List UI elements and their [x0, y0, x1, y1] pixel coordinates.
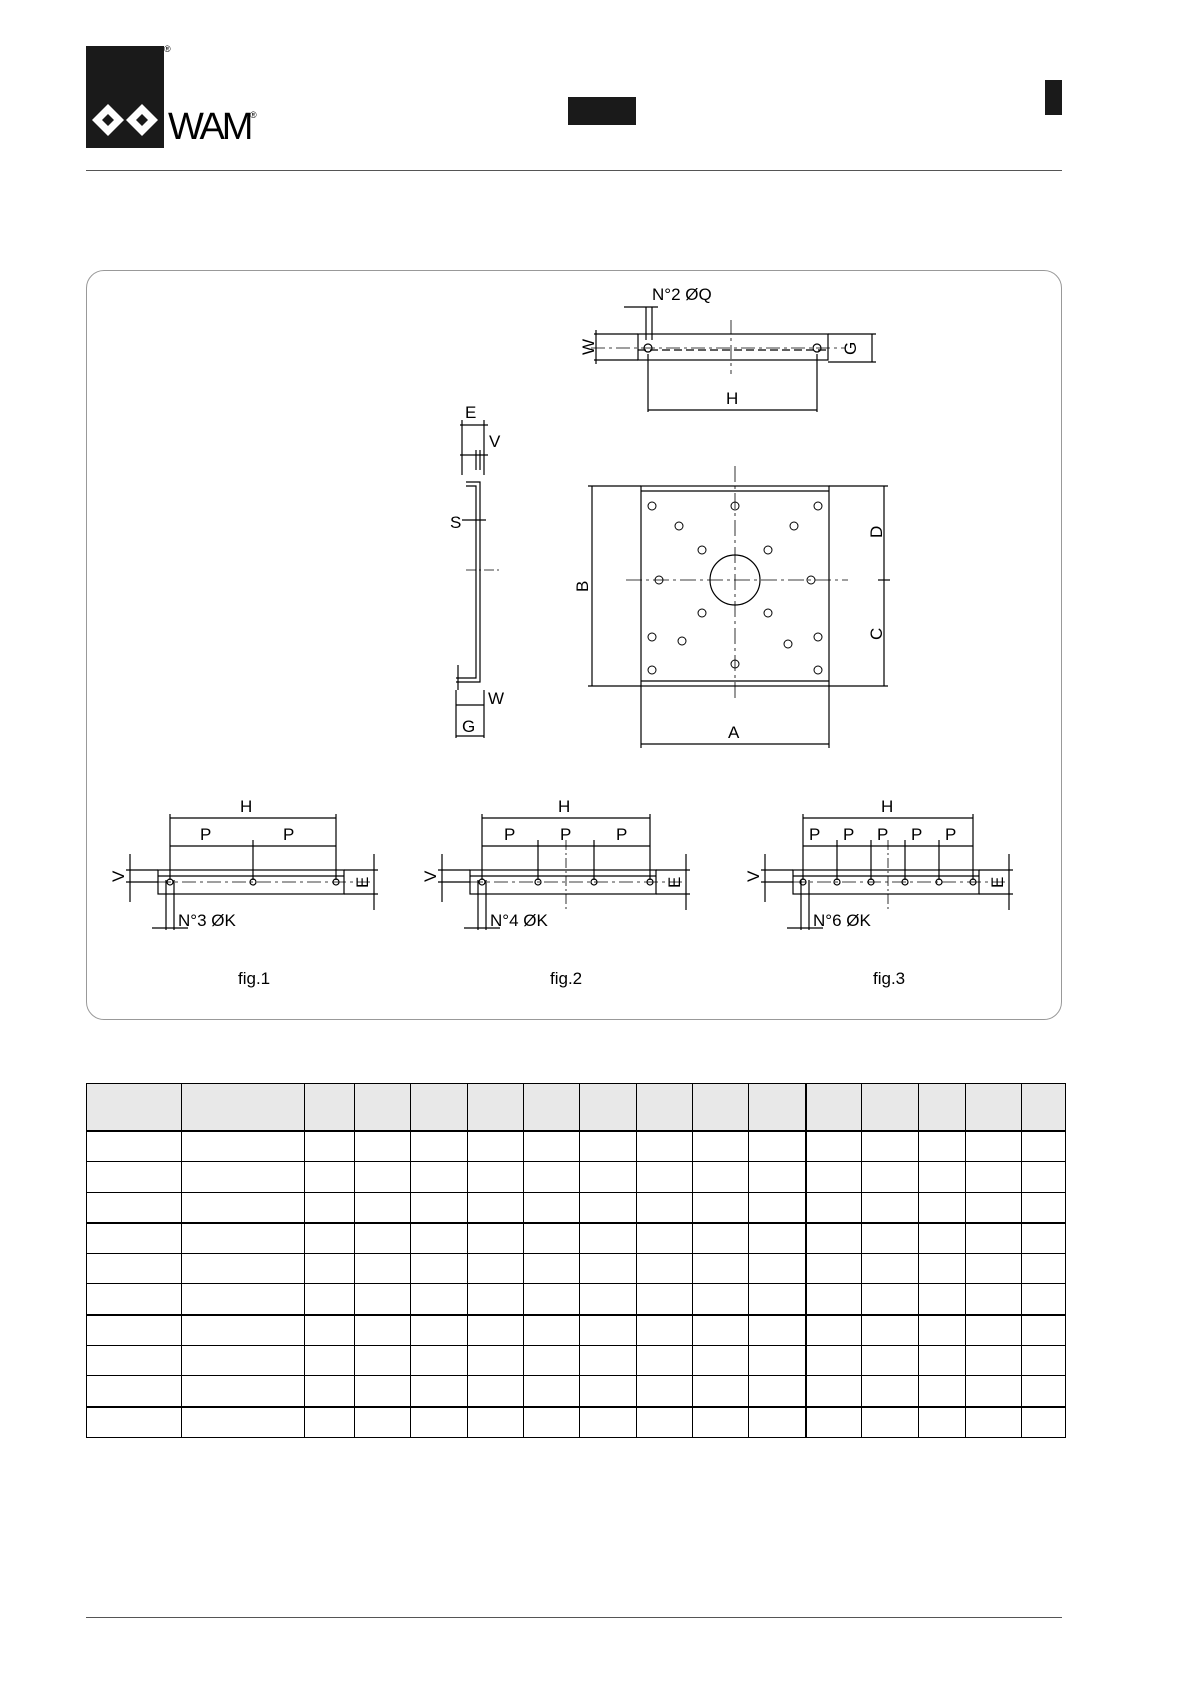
header-rule [86, 170, 1062, 171]
table-cell [965, 1284, 1021, 1315]
table-row [87, 1223, 1066, 1254]
table-header-cell [355, 1084, 411, 1132]
table-cell [467, 1407, 523, 1438]
table-header-cell [523, 1084, 579, 1132]
table-cell [693, 1376, 749, 1407]
table-cell [862, 1407, 918, 1438]
table-cell [918, 1223, 965, 1254]
top-view-hole-label: N°2 ØQ [652, 285, 712, 304]
table-cell [862, 1315, 918, 1346]
table-cell [1021, 1223, 1065, 1254]
table-cell [355, 1346, 411, 1376]
dim-label-c: C [867, 627, 886, 640]
table-cell [579, 1346, 636, 1376]
table-cell [749, 1192, 806, 1223]
table-cell [411, 1407, 467, 1438]
fig2-caption: fig.2 [550, 969, 583, 988]
table-header-cell [181, 1084, 304, 1132]
table-cell [965, 1192, 1021, 1223]
table-header-cell [304, 1084, 355, 1132]
table-cell [181, 1223, 304, 1254]
fig1-dim-v: V [109, 870, 128, 882]
table-header-cell [467, 1084, 523, 1132]
table-cell [1021, 1192, 1065, 1223]
table-cell [87, 1376, 182, 1407]
table-cell [523, 1407, 579, 1438]
table-cell [749, 1162, 806, 1192]
page-marker-block [1045, 80, 1062, 115]
dim-label-w-top: W [579, 338, 598, 355]
table-cell [523, 1223, 579, 1254]
table-cell [411, 1254, 467, 1284]
table-cell [87, 1407, 182, 1438]
table-cell [1021, 1254, 1065, 1284]
table-cell [523, 1254, 579, 1284]
table-cell [181, 1315, 304, 1346]
table-cell [87, 1192, 182, 1223]
dim-label-s-side: S [450, 513, 462, 532]
brand-name: WAM [168, 106, 251, 148]
table-header-cell [862, 1084, 918, 1132]
table-cell [523, 1284, 579, 1315]
table-cell [304, 1192, 355, 1223]
registered-mark: ® [164, 44, 171, 54]
brand-registered-mark: ® [250, 110, 257, 120]
table-cell [636, 1407, 692, 1438]
table-header-row [87, 1084, 1066, 1132]
table-cell [693, 1407, 749, 1438]
table-cell [181, 1284, 304, 1315]
table-cell [806, 1376, 862, 1407]
table-cell [411, 1223, 467, 1254]
technical-drawing [86, 270, 1062, 1020]
table-cell [749, 1223, 806, 1254]
fig3-dim-h: H [881, 797, 894, 816]
table-cell [918, 1131, 965, 1162]
table-cell [693, 1254, 749, 1284]
fig3-dim-e: E [988, 876, 1007, 888]
table-cell [181, 1192, 304, 1223]
table-cell [467, 1162, 523, 1192]
table-cell [355, 1376, 411, 1407]
table-cell [636, 1192, 692, 1223]
table-header-cell [693, 1084, 749, 1132]
table-cell [355, 1162, 411, 1192]
table-row [87, 1407, 1066, 1438]
table-row [87, 1131, 1066, 1162]
table-cell [918, 1346, 965, 1376]
table-cell [918, 1376, 965, 1407]
table-cell [862, 1376, 918, 1407]
table-header-cell [918, 1084, 965, 1132]
table-cell [523, 1192, 579, 1223]
table-cell [749, 1254, 806, 1284]
table-cell [304, 1223, 355, 1254]
table-cell [749, 1284, 806, 1315]
table-cell [411, 1162, 467, 1192]
table-cell [579, 1131, 636, 1162]
table-cell [636, 1346, 692, 1376]
table-cell [411, 1131, 467, 1162]
table-cell [636, 1284, 692, 1315]
dim-label-g-top: G [841, 341, 860, 355]
table-cell [304, 1284, 355, 1315]
table-header-cell [749, 1084, 806, 1132]
table-cell [355, 1223, 411, 1254]
table-cell [693, 1315, 749, 1346]
dim-label-w-side: W [488, 689, 505, 708]
diamond-logo-icon [86, 46, 164, 148]
dim-label-d: D [867, 525, 886, 538]
table-cell [467, 1192, 523, 1223]
fig2-dim-v: V [421, 870, 440, 882]
table-row [87, 1254, 1066, 1284]
table-cell [411, 1315, 467, 1346]
fig3-dim-p3: P [877, 825, 889, 844]
table-cell [523, 1131, 579, 1162]
table-row [87, 1315, 1066, 1346]
table-header-cell [965, 1084, 1021, 1132]
table-cell [304, 1254, 355, 1284]
dim-label-v-side: V [489, 432, 501, 451]
table-header-cell [87, 1084, 182, 1132]
table-cell [355, 1407, 411, 1438]
table-cell [965, 1407, 1021, 1438]
table-cell [862, 1131, 918, 1162]
table-cell [1021, 1131, 1065, 1162]
table-cell [918, 1254, 965, 1284]
table-cell [181, 1254, 304, 1284]
table-cell [862, 1223, 918, 1254]
table-cell [1021, 1376, 1065, 1407]
table-cell [806, 1131, 862, 1162]
table-cell [355, 1315, 411, 1346]
table-cell [918, 1284, 965, 1315]
table-cell [749, 1346, 806, 1376]
table-cell [87, 1131, 182, 1162]
table-cell [411, 1284, 467, 1315]
table-cell [965, 1131, 1021, 1162]
fig1-dim-e: E [353, 876, 372, 888]
table-cell [749, 1315, 806, 1346]
table-cell [467, 1315, 523, 1346]
table-cell [579, 1223, 636, 1254]
table-cell [467, 1131, 523, 1162]
table-cell [181, 1131, 304, 1162]
table-cell [355, 1284, 411, 1315]
table-cell [181, 1162, 304, 1192]
table-header-cell [806, 1084, 862, 1132]
table-cell [918, 1162, 965, 1192]
table-cell [806, 1254, 862, 1284]
fig2-dim-h: H [558, 797, 571, 816]
table-cell [918, 1315, 965, 1346]
table-cell [749, 1131, 806, 1162]
table-row [87, 1284, 1066, 1315]
table-cell [87, 1162, 182, 1192]
fig3-dim-p2: P [843, 825, 855, 844]
table-header-cell [579, 1084, 636, 1132]
fig1-dim-p2: P [283, 825, 295, 844]
table-cell [636, 1223, 692, 1254]
wam-logo-mark [86, 46, 164, 148]
table-cell [965, 1254, 1021, 1284]
table-cell [523, 1315, 579, 1346]
table-cell [806, 1192, 862, 1223]
table-cell [181, 1346, 304, 1376]
table-row [87, 1346, 1066, 1376]
table-cell [965, 1162, 1021, 1192]
fig3-dim-p5: P [945, 825, 957, 844]
fig3-dim-p4: P [911, 825, 923, 844]
table-cell [918, 1192, 965, 1223]
table-cell [355, 1254, 411, 1284]
table-cell [1021, 1315, 1065, 1346]
table-header-cell [1021, 1084, 1065, 1132]
dim-label-h-top: H [726, 389, 739, 408]
footer-rule [86, 1617, 1062, 1618]
table-cell [355, 1131, 411, 1162]
table-cell [806, 1162, 862, 1192]
table-cell [467, 1284, 523, 1315]
fig2-dim-p2: P [560, 825, 572, 844]
dim-label-b: B [573, 580, 592, 592]
table-cell [918, 1407, 965, 1438]
dim-label-a: A [728, 723, 740, 742]
table-cell [579, 1284, 636, 1315]
table-cell [467, 1346, 523, 1376]
dim-label-g-side: G [462, 717, 476, 736]
table-cell [411, 1192, 467, 1223]
table-cell [862, 1162, 918, 1192]
fig1-dim-p1: P [200, 825, 212, 844]
table-cell [579, 1162, 636, 1192]
table-cell [749, 1407, 806, 1438]
fig1-hole-label: N°3 ØK [178, 911, 236, 930]
table-cell [1021, 1162, 1065, 1192]
table-cell [636, 1162, 692, 1192]
table-cell [304, 1315, 355, 1346]
table-header-cell [636, 1084, 692, 1132]
table-cell [467, 1254, 523, 1284]
table-cell [304, 1407, 355, 1438]
table-header-cell [411, 1084, 467, 1132]
header-tag-block [568, 97, 636, 125]
fig3-dim-p1: P [809, 825, 821, 844]
table-cell [87, 1254, 182, 1284]
table-cell [523, 1162, 579, 1192]
fig3-caption: fig.3 [873, 969, 906, 988]
table-cell [806, 1346, 862, 1376]
table-cell [467, 1376, 523, 1407]
table-cell [862, 1192, 918, 1223]
table-cell [181, 1376, 304, 1407]
table-cell [636, 1315, 692, 1346]
dimensions-table [86, 1083, 1066, 1438]
table-cell [965, 1346, 1021, 1376]
table-cell [87, 1284, 182, 1315]
fig2-dim-p1: P [504, 825, 516, 844]
fig3-dim-v: V [744, 870, 763, 882]
table-cell [693, 1162, 749, 1192]
table-cell [579, 1192, 636, 1223]
table-cell [862, 1284, 918, 1315]
table-body [87, 1131, 1066, 1438]
table-cell [965, 1315, 1021, 1346]
table-row [87, 1162, 1066, 1192]
table-cell [693, 1346, 749, 1376]
table-cell [304, 1131, 355, 1162]
table-cell [749, 1376, 806, 1407]
table-cell [579, 1376, 636, 1407]
table-cell [579, 1254, 636, 1284]
table-cell [304, 1376, 355, 1407]
table-cell [965, 1223, 1021, 1254]
table-cell [693, 1223, 749, 1254]
table-cell [693, 1192, 749, 1223]
table-cell [636, 1131, 692, 1162]
table-cell [579, 1407, 636, 1438]
dim-label-e-side: E [465, 403, 477, 422]
table-cell [1021, 1346, 1065, 1376]
fig2-dim-e: E [665, 876, 684, 888]
table-cell [862, 1346, 918, 1376]
table-cell [87, 1315, 182, 1346]
table-cell [806, 1315, 862, 1346]
table-row [87, 1192, 1066, 1223]
fig1-caption: fig.1 [238, 969, 271, 988]
table-cell [87, 1346, 182, 1376]
fig3-hole-label: N°6 ØK [813, 911, 871, 930]
table-cell [1021, 1284, 1065, 1315]
table-row [87, 1376, 1066, 1407]
table-cell [579, 1315, 636, 1346]
table-cell [806, 1284, 862, 1315]
table-cell [87, 1223, 182, 1254]
table-cell [862, 1254, 918, 1284]
table-cell [806, 1223, 862, 1254]
table-cell [304, 1346, 355, 1376]
table-cell [523, 1376, 579, 1407]
table-cell [411, 1376, 467, 1407]
table-cell [693, 1131, 749, 1162]
table-cell [523, 1346, 579, 1376]
table-cell [411, 1346, 467, 1376]
table-cell [304, 1162, 355, 1192]
table-cell [806, 1407, 862, 1438]
table-cell [636, 1254, 692, 1284]
table-cell [965, 1376, 1021, 1407]
table-cell [1021, 1407, 1065, 1438]
fig1-dim-h: H [240, 797, 253, 816]
fig2-dim-p3: P [616, 825, 628, 844]
table-cell [181, 1407, 304, 1438]
table-cell [355, 1192, 411, 1223]
fig2-hole-label: N°4 ØK [490, 911, 548, 930]
table-cell [467, 1223, 523, 1254]
table-cell [693, 1284, 749, 1315]
table-cell [636, 1376, 692, 1407]
